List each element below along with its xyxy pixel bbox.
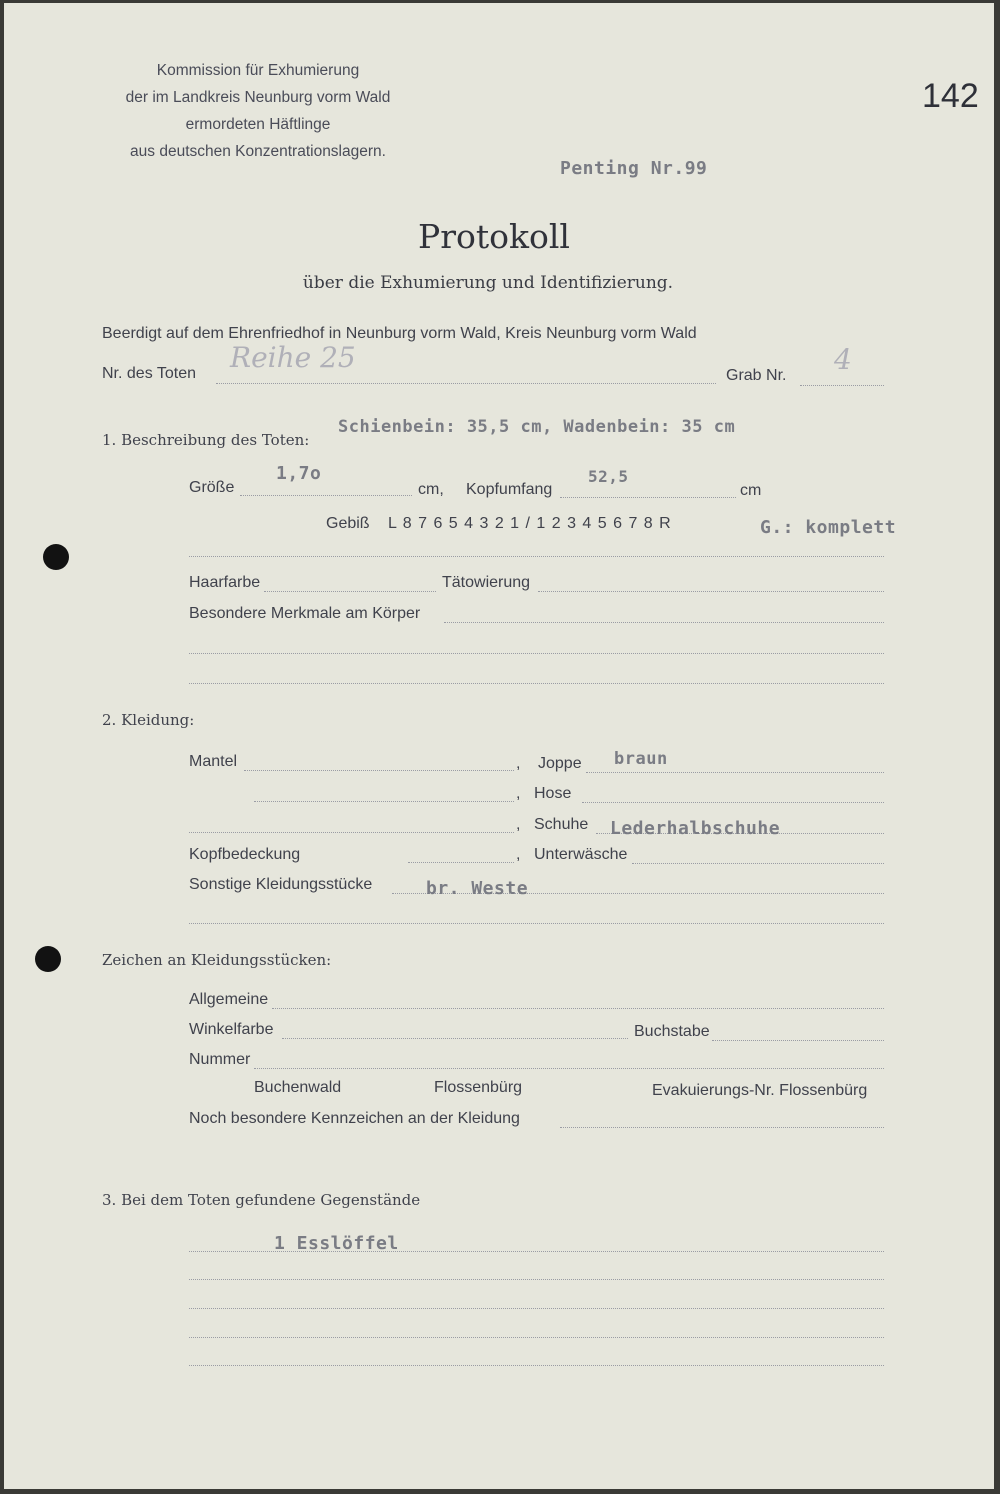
underwear-line (632, 863, 884, 864)
evacuation-number-label: Evakuierungs-Nr. Flossenbürg (652, 1082, 868, 1099)
items-line-5 (189, 1365, 884, 1366)
letter-line (712, 1040, 884, 1041)
grave-number-line (800, 385, 884, 386)
burial-line: Beerdigt auf dem Ehrenfriedhof in Neunburg vorm Wald, Kreis Neunburg vorm Wald (102, 325, 697, 342)
document-title: Protokoll (418, 217, 570, 256)
coat-line (244, 770, 514, 771)
grave-number-label: Grab Nr. (726, 367, 787, 384)
commission-block (78, 57, 438, 165)
jacket-line (586, 772, 884, 773)
body-marks-line-2 (189, 653, 884, 654)
commission-line-1: Kommission für Exhumierung (156, 62, 360, 79)
tattoo-label: Tätowierung (442, 574, 531, 591)
flossenburg-label: Flossenbürg (434, 1079, 523, 1096)
commission-line-3: ermordeten Häftlinge (185, 116, 331, 133)
underwear-label: Unterwäsche (534, 846, 628, 863)
other-clothing-value: br. Weste (426, 878, 529, 899)
cm-label-2: cm (740, 482, 762, 499)
special-marks-line (560, 1127, 884, 1128)
shoes-label: Schuhe (534, 816, 589, 833)
punch-hole-top (43, 544, 69, 570)
number-line (254, 1068, 884, 1069)
jacket-value: braun (614, 749, 668, 769)
teeth-value: G.: komplett (760, 517, 897, 538)
trousers-label: Hose (534, 785, 572, 802)
body-marks-label: Besondere Merkmale am Körper (189, 605, 421, 622)
hair-color-label: Haarfarbe (189, 574, 261, 591)
stamp-reference: Penting Nr.99 (560, 158, 708, 179)
jacket-label: Joppe (538, 755, 582, 772)
cm-label-1: cm, (418, 481, 444, 498)
comma-4: , (516, 846, 521, 863)
section-2-label: 2. Kleidung: (102, 711, 195, 729)
hair-color-line (264, 591, 436, 592)
special-marks-label: Noch besondere Kennzeichen an der Kleidung (189, 1110, 520, 1127)
head-circumference-line (560, 497, 736, 498)
comma-3: , (516, 816, 521, 833)
items-line-1 (189, 1251, 884, 1252)
headwear-line (408, 862, 514, 863)
document-subtitle: über die Exhumierung und Identifizierung. (302, 273, 674, 293)
dead-number-value: Reihe 25 (230, 341, 356, 374)
size-value: 1,7o (276, 463, 322, 484)
coat-label: Mantel (189, 753, 238, 770)
other-clothing-line-2 (189, 923, 884, 924)
shoes-value: Lederhalbschuhe (610, 818, 781, 839)
body-marks-line-1 (444, 622, 884, 623)
items-line-3 (189, 1308, 884, 1309)
body-marks-line-3 (189, 683, 884, 684)
grave-number-value: 4 (834, 343, 852, 376)
comma-2: , (516, 785, 521, 802)
number-label: Nummer (189, 1051, 251, 1068)
items-line-2 (189, 1279, 884, 1280)
letter-label: Buchstabe (634, 1023, 710, 1040)
section-3-label: 3. Bei dem Toten gefundene Gegenstände (102, 1191, 421, 1209)
buchenwald-label: Buchenwald (254, 1079, 342, 1096)
commission-line-4: aus deutschen Konzentrationslagern. (130, 143, 386, 160)
document-page (4, 3, 994, 1489)
trousers-line (582, 802, 884, 803)
dead-number-line (216, 383, 716, 384)
coat-line-2 (254, 801, 514, 802)
teeth-line (189, 556, 884, 557)
teeth-label: Gebiß (326, 515, 370, 532)
general-line (272, 1008, 884, 1009)
coat-line-3 (189, 832, 514, 833)
comma-1: , (516, 755, 521, 772)
general-label: Allgemeine (189, 991, 269, 1008)
section-1-label: 1. Beschreibung des Toten: (102, 431, 310, 449)
items-line-4 (189, 1337, 884, 1338)
page-number: 142 (922, 77, 979, 115)
head-circumference-label: Kopfumfang (466, 481, 553, 498)
commission-line-2: der im Landkreis Neunburg vorm Wald (125, 89, 391, 106)
size-line (240, 495, 412, 496)
tattoo-line (538, 591, 884, 592)
dead-number-label: Nr. des Toten (102, 365, 196, 382)
head-circumference-value: 52,5 (588, 467, 629, 486)
other-clothing-label: Sonstige Kleidungsstücke (189, 876, 373, 893)
found-item-1: 1 Esslöffel (274, 1233, 399, 1254)
punch-hole-bottom (35, 946, 61, 972)
triangle-color-label: Winkelfarbe (189, 1021, 274, 1038)
clothing-marks-label: Zeichen an Kleidungsstücken: (102, 951, 332, 969)
size-label: Größe (189, 479, 235, 496)
teeth-chart: L 8 7 6 5 4 3 2 1 / 1 2 3 4 5 6 7 8 R (388, 515, 672, 532)
typed-bone-measurements: Schienbein: 35,5 cm, Wadenbein: 35 cm (338, 417, 736, 437)
triangle-color-line (282, 1038, 628, 1039)
headwear-label: Kopfbedeckung (189, 846, 301, 863)
